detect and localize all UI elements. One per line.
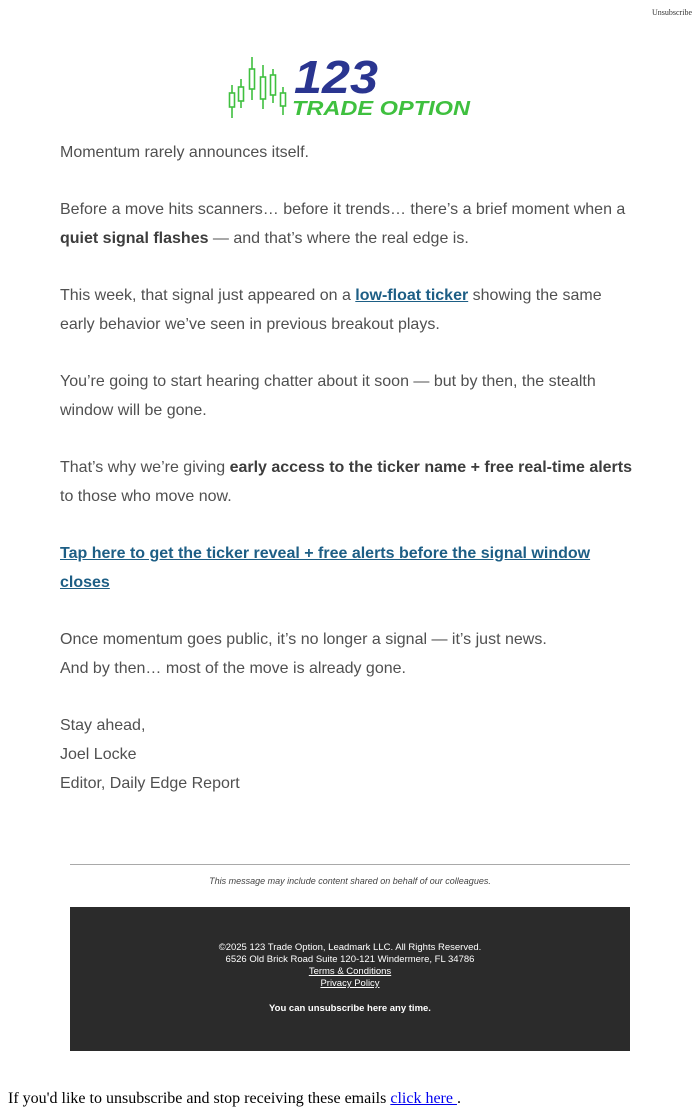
bold-early-access: early access to the ticker name + free real-time alerts xyxy=(229,459,633,476)
footer-address: 6526 Old Brick Road Suite 120-121 Windermere, FL 34786 xyxy=(225,954,475,965)
logo-name: TRADE OPTION xyxy=(292,98,471,120)
bold-quiet-signal: quiet signal flashes xyxy=(60,230,209,247)
signature xyxy=(60,711,640,798)
top-unsubscribe-link[interactable]: Unsubscribe xyxy=(652,8,692,17)
paragraph-cta xyxy=(60,539,640,597)
low-float-ticker-link[interactable]: low-float ticker xyxy=(355,287,469,304)
logo-number: 123 xyxy=(294,55,379,103)
paragraph-intro: Momentum rarely announces itself. xyxy=(60,144,309,161)
paragraph-early-access: That’s why we’re giving early access to the ticker name + free real-time alerts to those who move now. xyxy=(60,459,633,505)
paragraph-signal: Before a move hits scanners… before it trends… there’s a brief moment when a quiet signal flashes — and that’s where the real edge is. xyxy=(60,201,626,247)
paragraph-chatter: You’re going to start hearing chatter about it soon — but by then, the stealth window will be gone. xyxy=(60,373,596,419)
paragraph-ticker: This week, that signal just appeared on a low-float ticker showing the same early behavior we’ve seen in previous breakout plays. xyxy=(60,287,602,333)
click-here-link[interactable]: click here xyxy=(390,1090,457,1107)
paragraph-momentum: Once momentum goes public, it’s no longer a signal — it’s just news. And by then… most of the move is already gone. xyxy=(60,631,547,677)
footer-divider xyxy=(70,864,630,865)
author-title: Editor, Daily Edge Report xyxy=(60,775,240,792)
privacy-policy-link[interactable]: Privacy Policy xyxy=(320,978,380,989)
candlestick-logo-icon xyxy=(226,55,476,121)
author-name: Joel Locke xyxy=(60,746,137,763)
footer-unsubscribe-note[interactable]: You can unsubscribe here any time. xyxy=(269,1003,431,1014)
signoff: Stay ahead, xyxy=(60,717,146,734)
terms-conditions-link[interactable]: Terms & Conditions xyxy=(308,966,392,977)
bottom-unsubscribe-line: If you'd like to unsubscribe and stop receiving these emails click here . xyxy=(8,1090,461,1107)
footer-copyright: ©2025 123 Trade Option, Leadmark LLC. All Rights Reserved. xyxy=(218,942,482,953)
footer-panel xyxy=(70,907,630,1051)
email-body xyxy=(60,138,640,826)
ticker-reveal-cta-link[interactable]: Tap here to get the ticker reveal + free alerts before the signal window closes xyxy=(60,545,591,591)
colleagues-disclaimer: This message may include content shared on behalf of our colleagues. xyxy=(209,876,491,886)
brand-logo xyxy=(226,55,476,121)
